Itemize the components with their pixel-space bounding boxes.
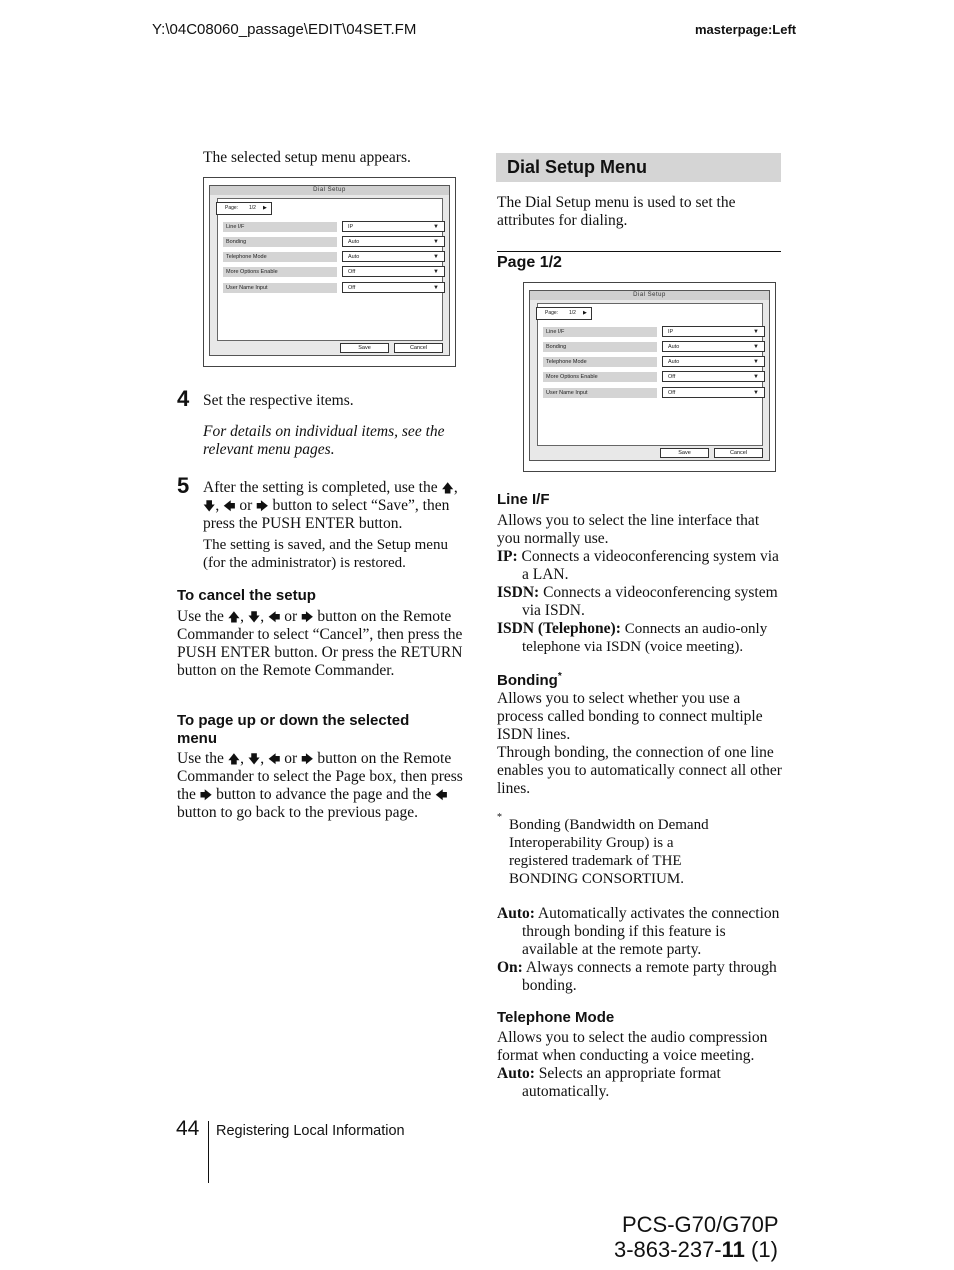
section-title: Dial Setup Menu <box>507 157 648 177</box>
section-intro: The Dial Setup menu is used to set the attributes for dialing. <box>497 194 736 229</box>
row-label-more-options: More Options Enable <box>223 267 337 277</box>
file-path: Y:\04C08060_passage\EDIT\04SET.FM <box>152 21 417 38</box>
arrow-up-icon: 🡅 <box>227 610 241 624</box>
cancel-heading: To cancel the setup <box>177 587 316 604</box>
page-text-a: Use the <box>177 750 224 767</box>
chevron-down-icon: ▼ <box>753 359 759 365</box>
bonding-section <box>497 690 782 798</box>
cancel-text-a: Use the <box>177 608 224 625</box>
chevron-down-icon: ▼ <box>753 329 759 335</box>
line-if-heading: Line I/F <box>497 491 550 508</box>
arrow-up-icon: 🡅 <box>441 481 454 495</box>
save-button: Save <box>340 343 389 353</box>
ip-definition <box>497 548 782 584</box>
row-label-telephone-mode: Telephone Mode <box>223 252 337 262</box>
chevron-down-icon: ▼ <box>433 239 439 245</box>
auto-definition <box>497 905 782 959</box>
isdn-telephone-term: ISDN (Telephone): <box>497 620 621 637</box>
on-term: On: <box>497 959 523 976</box>
ip-def: Connects a videoconferencing system via a LAN. <box>521 548 779 583</box>
model-number: PCS-G70/G70P <box>622 1212 779 1237</box>
cancel-button: Cancel <box>714 448 763 458</box>
page-heading: Page 1/2 <box>497 254 562 271</box>
arrow-down-icon: 🡇 <box>247 610 261 624</box>
part-code <box>614 1237 778 1263</box>
select-value: Off <box>348 285 356 291</box>
arrow-right-icon: 🡆 <box>301 610 314 624</box>
page-text-d: button to go back to the previous page. <box>177 804 419 821</box>
divider <box>497 251 781 252</box>
telephone-auto-definition <box>497 1065 782 1101</box>
row-label-user-name: User Name Input <box>543 388 657 398</box>
bonding-asterisk: * <box>557 671 562 682</box>
chevron-down-icon: ▼ <box>753 390 759 396</box>
bonding-heading-text: Bonding <box>497 672 558 689</box>
step-number-5: 5 <box>177 473 190 498</box>
section-title-bar <box>496 153 781 182</box>
dial-setup-screenshot <box>523 282 776 472</box>
page-right-icon: ▶ <box>583 310 587 316</box>
select-line-if <box>662 326 765 337</box>
line-if-section <box>497 512 782 656</box>
telephone-mode-section <box>497 1029 782 1101</box>
footer-divider <box>208 1121 209 1183</box>
row-label-telephone-mode: Telephone Mode <box>543 357 657 367</box>
chevron-down-icon: ▼ <box>753 344 759 350</box>
bonding-options <box>497 905 782 995</box>
select-value: IP <box>348 224 354 230</box>
select-value: IP <box>668 329 674 335</box>
on-definition <box>497 959 782 995</box>
page-box-label: Page: <box>545 310 559 316</box>
arrow-down-icon: 🡇 <box>247 752 261 766</box>
part-code-a: 3-863-237- <box>614 1237 722 1262</box>
or-text: or <box>239 497 253 514</box>
page-box <box>536 307 592 320</box>
isdn-term: ISDN: <box>497 584 540 601</box>
arrow-left-icon: 🡄 <box>267 752 281 766</box>
auto-term: Auto: <box>497 905 535 922</box>
page-right-icon: ▶ <box>263 205 267 211</box>
arrow-right-icon: 🡆 <box>256 499 269 513</box>
telephone-mode-heading: Telephone Mode <box>497 1009 615 1026</box>
select-value: Auto <box>348 239 360 245</box>
select-value: Auto <box>668 344 680 350</box>
bonding-text-2: Through bonding, the connection of one line enables you to automatically connect all other lines. <box>497 744 782 797</box>
select-user-name <box>662 387 765 398</box>
isdn-telephone-definition <box>497 620 782 656</box>
telephone-auto-def: Selects an appropriate format automatically. <box>522 1065 721 1100</box>
arrow-up-icon: 🡅 <box>227 752 241 766</box>
select-value: Auto <box>348 254 360 260</box>
dialog-title: Dial Setup <box>530 291 769 300</box>
select-telephone-mode <box>342 251 445 262</box>
arrow-right-icon: 🡆 <box>301 752 314 766</box>
select-more-options <box>342 266 445 277</box>
select-line-if <box>342 221 445 232</box>
page-box <box>216 202 272 215</box>
step-5-result: The setting is saved, and the Setup menu (for the administrator) is restored. <box>203 537 448 571</box>
row-label-line-if: Line I/F <box>543 327 657 337</box>
select-value: Off <box>668 390 676 396</box>
select-bonding <box>342 236 445 247</box>
select-telephone-mode <box>662 356 765 367</box>
select-bonding <box>662 341 765 352</box>
step-4-text: Set the respective items. <box>203 392 354 409</box>
arrow-down-icon: 🡇 <box>203 499 216 513</box>
chevron-down-icon: ▼ <box>433 269 439 275</box>
footer-section: Registering Local Information <box>216 1123 405 1139</box>
isdn-telephone-def: Connects an audio-only telephone via ISDN (voice meeting). <box>522 621 768 655</box>
page-updown-heading: To page up or down the selected menu <box>177 712 410 747</box>
ip-term: IP: <box>497 548 518 565</box>
row-label-user-name: User Name Input <box>223 283 337 293</box>
dial-setup-screenshot <box>203 177 456 367</box>
on-def: Always connects a remote party through bonding. <box>522 959 777 994</box>
bonding-heading <box>497 668 562 690</box>
or-text: or <box>284 608 298 625</box>
page-text-b: button on the Remote Commander to select the Page box, then press the <box>177 750 463 803</box>
step-5-text-a: After the setting is completed, use the <box>203 479 438 496</box>
page-text-c: button to advance the page and the <box>216 786 432 803</box>
part-code-c: (1) <box>744 1237 778 1262</box>
row-label-more-options: More Options Enable <box>543 372 657 382</box>
select-more-options <box>662 371 765 382</box>
row-label-bonding: Bonding <box>223 237 337 247</box>
cancel-text: Use the 🡅, 🡇, 🡄 or 🡆 button on the Remote Commander to select “Cancel”, then press the PUSH ENTER button. Or press the RETURN button on the Remote Commander. <box>177 608 463 679</box>
arrow-left-icon: 🡄 <box>223 499 236 513</box>
line-if-text: Allows you to select the line interface that you normally use. <box>497 512 760 547</box>
chevron-down-icon: ▼ <box>433 285 439 291</box>
select-value: Off <box>668 374 676 380</box>
step-5-text-b: button to select “Save”, then press the PUSH ENTER button. <box>203 497 450 532</box>
page-number: 44 <box>176 1117 200 1140</box>
masterpage-label: masterpage:Left <box>695 22 797 37</box>
row-label-bonding: Bonding <box>543 342 657 352</box>
isdn-definition <box>497 584 782 620</box>
or-text: or <box>284 750 298 767</box>
cancel-button: Cancel <box>394 343 443 353</box>
chevron-down-icon: ▼ <box>433 254 439 260</box>
page-box-value: 1/2 <box>569 310 576 316</box>
page-box-value: 1/2 <box>249 205 256 211</box>
intro-text: The selected setup menu appears. <box>203 149 411 166</box>
footnote-text: Bonding (Bandwidth on Demand Interoperability Group) is a registered trademark of THE BONDING CONSORTIUM. <box>509 817 709 887</box>
chevron-down-icon: ▼ <box>433 224 439 230</box>
select-value: Off <box>348 269 356 275</box>
isdn-def: Connects a videoconferencing system via ISDN. <box>522 584 778 619</box>
arrow-right-icon: 🡆 <box>199 788 213 802</box>
select-user-name <box>342 282 445 293</box>
step-4-note: For details on individual items, see the relevant menu pages. <box>203 423 445 458</box>
page-box-label: Page: <box>225 205 239 211</box>
arrow-left-icon: 🡄 <box>267 610 281 624</box>
part-code-b: 11 <box>721 1237 745 1262</box>
bonding-text-1: Allows you to select whether you use a process called bonding to connect multiple ISDN lines. <box>497 690 763 743</box>
select-value: Auto <box>668 359 680 365</box>
dialog-title: Dial Setup <box>210 186 449 195</box>
row-label-line-if: Line I/F <box>223 222 337 232</box>
step-number-4: 4 <box>177 386 190 411</box>
step-5-instruction: After the setting is completed, use the 🡅, 🡇, 🡄 or 🡆 button to select “Save”, then press the PUSH ENTER button. The setting is saved, and the Setup menu (for the administrator) is restored. <box>203 479 465 572</box>
cancel-text-b: button on the Remote Commander to select “Cancel”, then press the PUSH ENTER button. Or press the RETURN button on the Remote Commander. <box>177 608 463 679</box>
arrow-left-icon: 🡄 <box>435 788 448 802</box>
telephone-mode-text: Allows you to select the audio compression format when conducting a voice meeting. <box>497 1029 768 1064</box>
footnote-mark: * <box>497 812 502 823</box>
save-button: Save <box>660 448 709 458</box>
chevron-down-icon: ▼ <box>753 374 759 380</box>
page-updown-text: Use the 🡅, 🡇, 🡄 or 🡆 button on the Remote Commander to select the Page box, then press the 🡆 button to advance the page and the 🡄 button to go back to the previous page. <box>177 750 463 821</box>
telephone-auto-term: Auto: <box>497 1065 535 1082</box>
auto-def: Automatically activates the connection through bonding if this feature is available at the remote party. <box>522 905 780 958</box>
